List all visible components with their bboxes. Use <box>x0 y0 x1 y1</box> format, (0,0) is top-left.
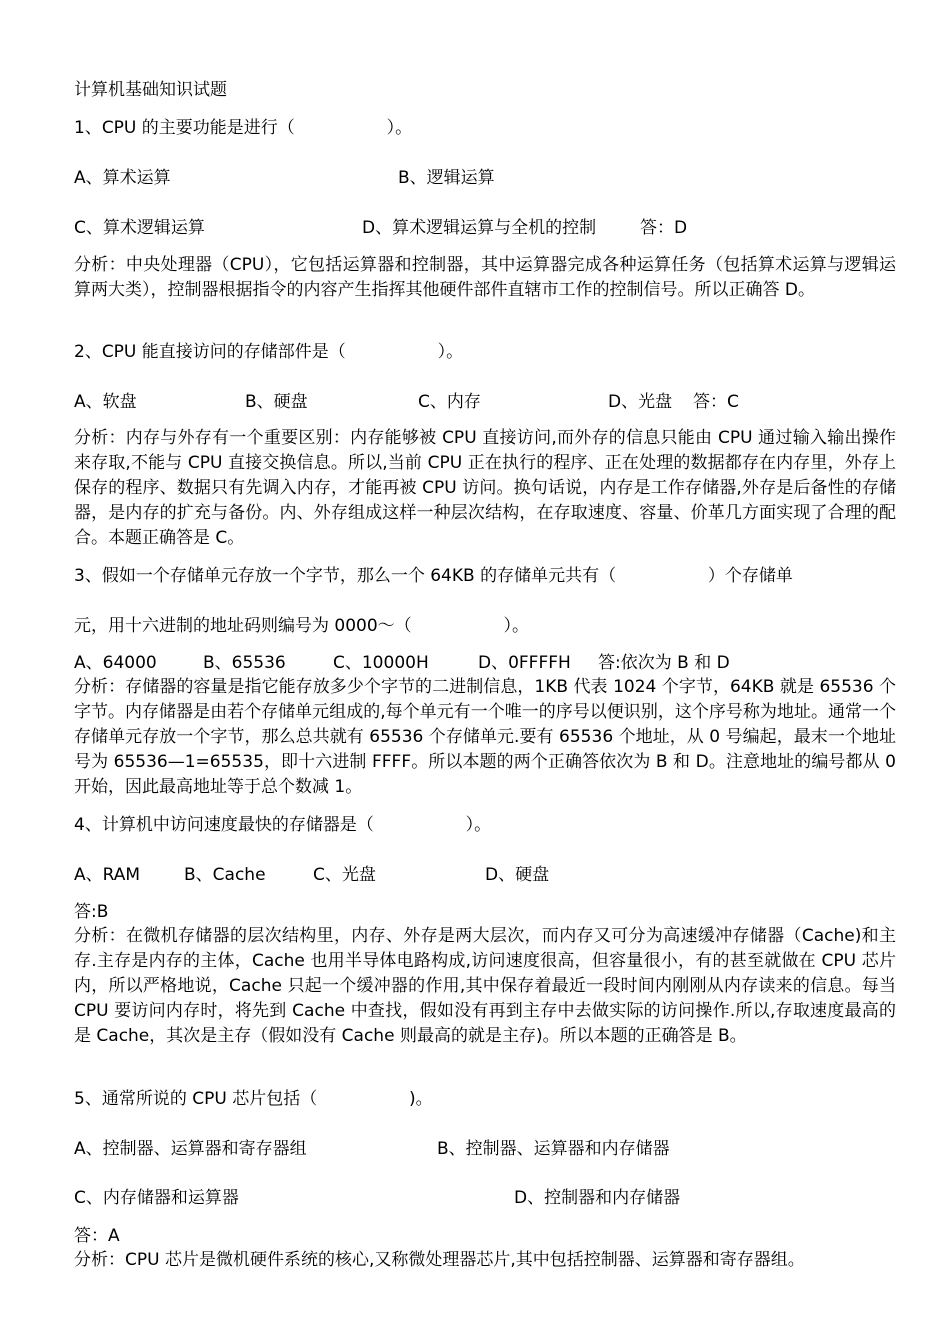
q3-answer: 答:依次为 B 和 D <box>598 653 730 673</box>
q2-answer: 答：C <box>693 392 739 412</box>
q1-answer: 答：D <box>640 218 688 238</box>
q2-analysis: 分析：内存与外存有一个重要区别：内存能够被 CPU 直接访问,而外存的信息只能由 CPU 通过输入输出操作来存取,不能与 CPU 直接交换信息。所以,当前 CPU 正在执行的程序、正在处理的数据都存在内存里，外存上保存的程序、数据只有先调入内存，才能再被 CPU 访问。换句话说，内存是工作存储器,外存是后备性的存储器，是内存的扩充与备份。内、外存组成这样一种层次结构，在存取速度、容量、价革几方面实现了合理的配合。本题正确答是 C。 <box>74 428 896 548</box>
q1-option-c: C、算术逻辑运算 <box>74 218 205 238</box>
q3-option-b: B、65536 <box>203 653 286 673</box>
q4-analysis: 分析：在微机存储器的层次结构里，内存、外存是两大层次，而内存又可分为高速缓冲存储器（Cache)和主存.主存是内存的主体，Cache 也用半导体电路构成,访问速度很高，但容量很小，有的甚至就做在 CPU 芯片内，所以严格地说，Cache 只起一个缓冲器的作用,其中保存着最近一段时间内刚刚从内存读来的信息。每当 CPU 要访问内存时，将先到 Cache 中查找，假如没有再到主存中去做实际的访问操作.所以,存取速度最高的是 Cache，其次是主存（假如没有 Cache 则最高的就是主存)。所以本题的正确答是 B。 <box>74 926 896 1046</box>
q4-option-c: C、光盘 <box>313 865 376 885</box>
q5-analysis: 分析：CPU 芯片是微机硬件系统的核心,又称微处理器芯片,其中包括控制器、运算器和寄存器组。 <box>74 1250 805 1270</box>
q1-option-a: A、算术运算 <box>74 168 171 188</box>
question-2: 2、CPU 能直接访问的存储部件是（ ）。 <box>74 342 464 362</box>
q5-option-c: C、内存储器和运算器 <box>74 1188 239 1208</box>
q1-option-b: B、逻辑运算 <box>398 168 495 188</box>
q1-analysis: 分析：中央处理器（CPU），它包括运算器和控制器，其中运算器完成各种运算任务（包括算术运算与逻辑运算两大类），控制器根据指令的内容产生指挥其他硬件部件直辖市工作的控制信号。所以正确答 D。 <box>74 255 896 300</box>
q5-option-a: A、控制器、运算器和寄存器组 <box>74 1139 307 1159</box>
q5-answer: 答：A <box>74 1226 120 1246</box>
q3-option-c: C、10000H <box>333 653 429 673</box>
question-3-line-2: 元，用十六进制的地址码则编号为 0000～（ ）。 <box>74 616 530 636</box>
question-4: 4、计算机中访问速度最快的存储器是（ ）。 <box>74 815 492 835</box>
document-title: 计算机基础知识试题 <box>74 80 227 100</box>
q3-option-a: A、64000 <box>74 653 157 673</box>
q5-option-b: B、控制器、运算器和内存储器 <box>437 1139 670 1159</box>
q3-analysis: 分析：存储器的容量是指它能存放多少个字节的二进制信息，1KB 代表 1024 个字节，64KB 就是 65536 个字节。内存储器是由若个存储单元组成的,每个单元有一个唯一的序号以便识别，这个序号称为地址。通常一个存储单元存放一个字节，那么总共就有 65536 个存储单元.要有 65536 个地址，从 0 号编起，最末一个地址号为 65536—1=65535，即十六进制 FFFF。所以本题的两个正确答依次为 B 和 D。注意地址的编号都从 0 开始，因此最高地址等于总个数减 1。 <box>74 677 896 797</box>
q4-option-d: D、硬盘 <box>485 865 550 885</box>
question-5: 5、通常所说的 CPU 芯片包括（ )。 <box>74 1089 433 1109</box>
q2-option-a: A、软盘 <box>74 392 137 412</box>
q3-option-d: D、0FFFFH <box>478 653 571 673</box>
q1-option-d: D、算术逻辑运算与全机的控制 <box>362 218 597 238</box>
q4-option-a: A、RAM <box>74 865 141 885</box>
q2-option-b: B、硬盘 <box>245 392 308 412</box>
question-1: 1、CPU 的主要功能是进行（ ）。 <box>74 118 413 138</box>
q2-option-c: C、内存 <box>418 392 481 412</box>
question-3-line-1: 3、假如一个存储单元存放一个字节，那么一个 64KB 的存储单元共有（ ）个存储单 <box>74 566 793 586</box>
q5-option-d: D、控制器和内存储器 <box>514 1188 681 1208</box>
q2-option-d: D、光盘 <box>608 392 673 412</box>
q4-answer: 答:B <box>74 902 109 922</box>
q4-option-b: B、Cache <box>184 865 266 885</box>
